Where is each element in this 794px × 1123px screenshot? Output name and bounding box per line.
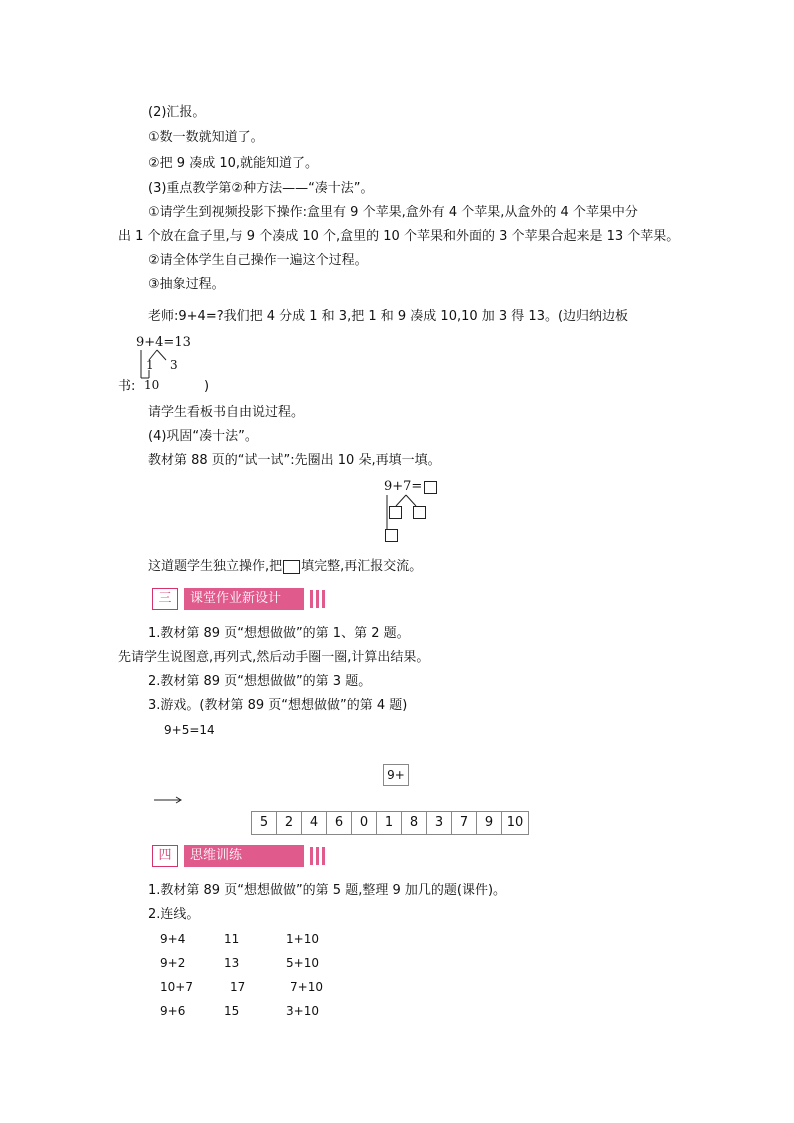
text-line: 老师:9+4=?我们把 4 分成 1 和 3,把 1 和 9 凑成 10,10 加 3 得 13。(边归纳边板: [148, 309, 629, 324]
number-card[interactable]: 1: [376, 811, 402, 835]
number-card[interactable]: 7: [451, 811, 477, 835]
text-line: 9+5=14: [164, 723, 215, 737]
section-title: 课堂作业新设计: [184, 588, 304, 610]
part-box-right[interactable]: [413, 506, 426, 519]
text-line: ②把 9 凑成 10,就能知道了。: [148, 156, 318, 171]
text-line: 1.教材第 89 页“想想做做”的第 1、第 2 题。: [148, 626, 410, 641]
number-card[interactable]: 2: [276, 811, 302, 835]
answer-item[interactable]: 15: [224, 1004, 240, 1018]
text-line: (2)汇报。: [148, 105, 206, 120]
decor-bars: [310, 847, 328, 865]
text-line: 书:: [118, 379, 136, 394]
decor-bars: [310, 590, 328, 608]
ten-box[interactable]: [385, 529, 398, 542]
expression-item[interactable]: 5+10: [286, 956, 319, 970]
board-equation: 9+7=: [384, 479, 423, 494]
part-box-left[interactable]: [389, 506, 402, 519]
section-number: 四: [152, 845, 178, 867]
number-card[interactable]: 5: [251, 811, 277, 835]
text-line: ③抽象过程。: [148, 277, 225, 292]
text-line: ①请学生到视频投影下操作:盒里有 9 个苹果,盒外有 4 个苹果,从盒外的 4 个苹果中分: [148, 205, 638, 220]
board-diagram-2: [384, 478, 454, 544]
number-card[interactable]: 10: [501, 811, 529, 835]
section-banner-3: [152, 588, 334, 610]
blank-box-icon: [283, 560, 300, 574]
board-equation: 9+4=13: [136, 335, 191, 350]
number-card[interactable]: 3: [426, 811, 452, 835]
answer-item[interactable]: 11: [224, 932, 240, 946]
answer-item[interactable]: 17: [230, 980, 246, 994]
matching-exercise: [160, 930, 360, 1030]
board-diagram-1: [136, 334, 206, 394]
text-line: 出 1 个放在盒子里,与 9 个凑成 10 个,盒里的 10 个苹果和外面的 3 个苹果合起来是 13 个苹果。: [118, 229, 680, 244]
text-line: 先请学生说图意,再列式,然后动手圈一圈,计算出结果。: [118, 650, 430, 665]
section-title: 思维训练: [184, 845, 304, 867]
text-line: 2.教材第 89 页“想想做做”的第 3 题。: [148, 674, 372, 689]
text-line: ②请全体学生自己操作一遍这个过程。: [148, 253, 368, 268]
text-part: 这道题学生独立操作,把: [148, 559, 283, 574]
expression-item[interactable]: 9+4: [160, 932, 186, 946]
number-card[interactable]: 6: [326, 811, 352, 835]
text-line: 3.游戏。(教材第 89 页“想想做做”的第 4 题): [148, 698, 408, 713]
part-three: 3: [170, 358, 178, 372]
number-strip: [251, 811, 543, 835]
text-line: ①数一数就知道了。: [148, 130, 264, 145]
text-part: 填完整,再汇报交流。: [301, 559, 423, 574]
text-line: 1.教材第 89 页“想想做做”的第 5 题,整理 9 加几的题(课件)。: [148, 883, 507, 898]
ten-label: 10: [144, 378, 160, 392]
answer-item[interactable]: 13: [224, 956, 240, 970]
number-card[interactable]: 0: [351, 811, 377, 835]
expression-item[interactable]: 3+10: [286, 1004, 319, 1018]
expression-item[interactable]: 7+10: [290, 980, 323, 994]
plus-card[interactable]: 9+: [383, 764, 409, 786]
number-card[interactable]: 4: [301, 811, 327, 835]
section-number: 三: [152, 588, 178, 610]
number-card[interactable]: 9: [476, 811, 502, 835]
text-line: (3)重点教学第②种方法——“凑十法”。: [148, 181, 374, 196]
text-line: 2.连线。: [148, 907, 200, 922]
text-line: ): [204, 379, 210, 394]
number-card[interactable]: 8: [401, 811, 427, 835]
expression-item[interactable]: 10+7: [160, 980, 193, 994]
section-banner-4: [152, 845, 334, 867]
expression-item[interactable]: 9+2: [160, 956, 186, 970]
expression-item[interactable]: 9+6: [160, 1004, 186, 1018]
text-line: (4)巩固“凑十法”。: [148, 429, 258, 444]
arrow-icon: [154, 796, 184, 804]
text-line: [148, 558, 422, 576]
text-line: 请学生看板书自由说过程。: [148, 405, 305, 420]
expression-item[interactable]: 1+10: [286, 932, 319, 946]
part-one: 1: [146, 358, 154, 372]
text-line: 教材第 88 页的“试一试”:先圈出 10 朵,再填一填。: [148, 453, 441, 468]
